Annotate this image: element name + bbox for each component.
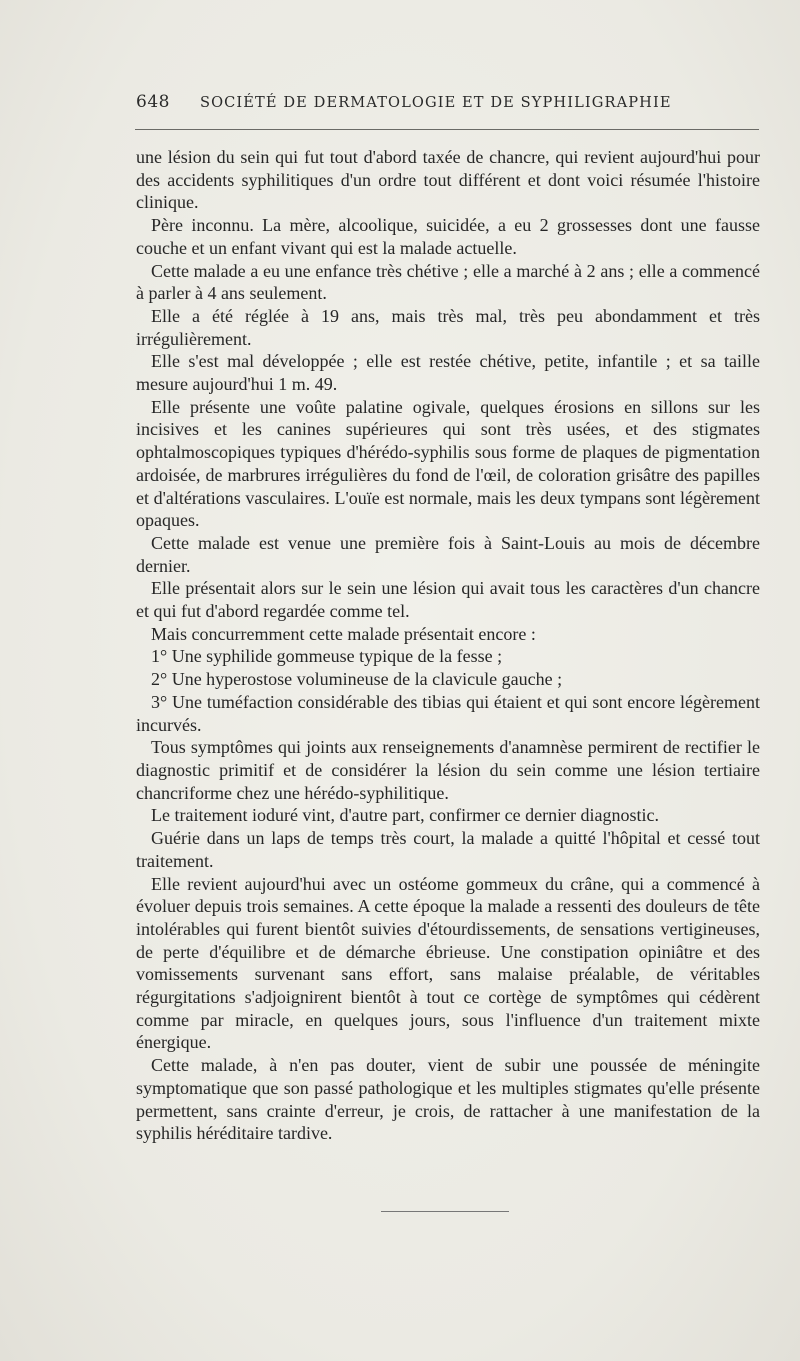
paragraph: Elle a été réglée à 19 ans, mais très mal, très peu abondamment et très irrégulièrement. [136, 305, 760, 349]
body-text [136, 146, 760, 1145]
paragraph: Cette malade, à n'en pas douter, vient de subir une poussée de méningite symptomatique que son passé pathologique et les multiples stigmates qu'elle présente permettent, sans crainte d'erreur, je crois, de rattacher à une manifestation de la syphilis héréditaire tardive. [136, 1055, 760, 1144]
paragraph: Elle s'est mal développée ; elle est restée chétive, petite, infantile ; et sa taille mesure aujourd'hui 1 m. 49. [136, 351, 760, 395]
paragraph: Elle présente une voûte palatine ogivale, quelques érosions en sillons sur les incisives et les canines supérieures qui sont très usées, et des stigmates ophtalmoscopiques typiques d'hérédo-syphilis sous forme de plaques de pigmentation ardoisée, de marbrures irrégulières du fond de l'œil, de coloration grisâtre des papilles et d'altérations vasculaires. L'ouïe est normale, mais les deux tympans sont légèrement opaques. [136, 396, 760, 531]
end-rule [381, 1211, 509, 1212]
list-item: 2° Une hyperostose volumineuse de la clavicule gauche ; [151, 669, 563, 690]
paragraph: Mais concurremment cette malade présentait encore : [151, 623, 536, 644]
paragraph: Le traitement ioduré vint, d'autre part, confirmer ce dernier diagnostic. [151, 805, 660, 826]
list-item: 1° Une syphilide gommeuse typique de la fesse ; [151, 646, 503, 667]
paragraph: Cette malade a eu une enfance très chétive ; elle a marché à 2 ans ; elle a commencé à parler à 4 ans seulement. [136, 260, 760, 304]
header-rule [135, 129, 759, 130]
paragraph: Elle revient aujourd'hui avec un ostéome gommeux du crâne, qui a commencé à évoluer depuis trois semaines. A cette époque la malade a ressenti des douleurs de tête intolérables qui furent bientôt suivies d'étourdissements, de sensations vertigineuses, de perte d'équilibre et de démarche ébrieuse. Une constipation opiniâtre et des vomissements survenant sans effort, sans malaise préalable, de véritables régurgitations s'adjoignirent bientôt à tout ce cortège de symptômes qui cédèrent comme par miracle, en quelques jours, sous l'influence d'un traitement mixte énergique. [136, 873, 760, 1053]
running-head: SOCIÉTÉ DE DERMATOLOGIE ET DE SYPHILIGRAPHIE [200, 94, 672, 111]
paragraph: une lésion du sein qui fut tout d'abord taxée de chancre, qui revient aujourd'hui pour des accidents syphilitiques d'un ordre tout différent et dont voici résumée l'histoire clinique. [136, 147, 760, 213]
paragraph: Elle présentait alors sur le sein une lésion qui avait tous les caractères d'un chancre et qui fut d'abord regardée comme tel. [136, 578, 760, 622]
page-header [136, 92, 758, 118]
paragraph: Père inconnu. La mère, alcoolique, suicidée, a eu 2 grossesses dont une fausse couche et un enfant vivant qui est la malade actuelle. [136, 215, 760, 258]
list-item: 3° Une tuméfaction considérable des tibias qui étaient et qui sont encore légèrement incurvés. [136, 691, 760, 735]
paragraph: Guérie dans un laps de temps très court, la malade a quitté l'hôpital et cessé tout traitement. [136, 828, 760, 871]
paragraph: Cette malade est venue une première fois à Saint-Louis au mois de décembre dernier. [136, 532, 760, 576]
paragraph: Tous symptômes qui joints aux renseignements d'anamnèse permirent de rectifier le diagnostic primitif et de considérer la lésion du sein comme une lésion tertiaire chancriforme chez une hérédo-syphilitique. [136, 737, 760, 803]
page-number: 648 [136, 92, 170, 112]
